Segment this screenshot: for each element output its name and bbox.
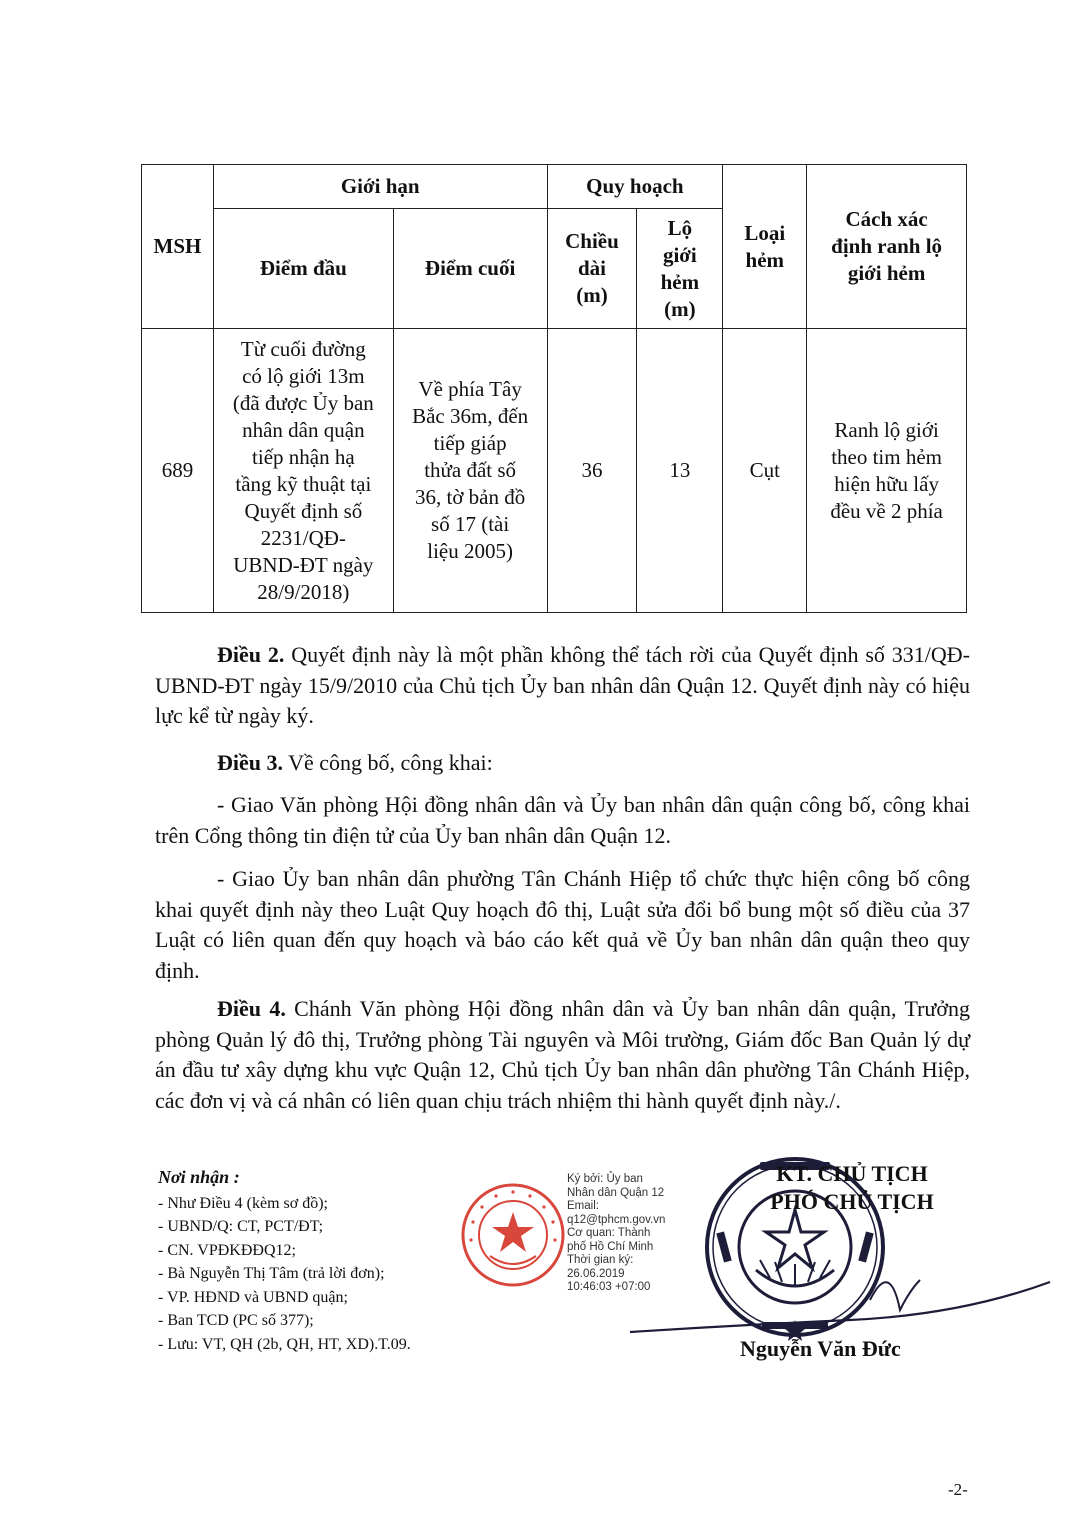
article-4-label: Điều 4.	[217, 996, 286, 1021]
recipient-item: - Như Điều 4 (kèm sơ đồ);	[158, 1194, 328, 1212]
recipient-item: - UBND/Q: CT, PCT/ĐT;	[158, 1218, 324, 1235]
header-loai-hem: Loại hẻm	[723, 165, 807, 329]
recipient-item: - Lưu: VT, QH (2b, QH, HT, XD).T.09.	[158, 1335, 411, 1353]
digisig-line: 26.06.2019	[567, 1267, 625, 1280]
header-diem-dau: Điểm đầu	[213, 209, 393, 329]
digisig-line: Cơ quan: Thành	[567, 1227, 651, 1239]
header-diem-cuoi: Điểm cuối	[393, 209, 547, 329]
cell-diem-dau: Từ cuối đường có lộ giới 13m (đã được Ủy ban nhân dân quận tiếp nhận hạ tầng kỹ thuật tại Quyết định số 2231/QĐ- UBND-ĐT ngày 28/9/2018)	[213, 329, 393, 613]
signer-name: Nguyễn Văn Đức	[740, 1336, 901, 1361]
recipients-title: Nơi nhận :	[158, 1167, 240, 1187]
cell-msh: 689	[142, 329, 214, 613]
article-3	[155, 748, 970, 779]
red-seal-icon	[458, 1180, 568, 1290]
article-3-label: Điều 3.	[217, 750, 283, 775]
recipient-item: - CN. VPĐKĐĐQ12;	[158, 1241, 296, 1259]
digisig-line: Thời gian ký:	[567, 1254, 634, 1266]
article-3-item-2: - Giao Ủy ban nhân dân phường Tân Chánh Hiệp tổ chức thực hiện công bố công khai quyết định này theo Luật Quy hoạch đô thị, Luật sửa đổi bổ bung một số điều của 37 Luật có liên quan đến quy hoạch và báo cáo kết quả về Ủy ban nhân dân quận theo quy định.	[155, 866, 970, 983]
article-2-text: Quyết định này là một phần không thể tách rời của Quyết định số 331/QĐ-UBND-ĐT ngày 15/9/2010 của Chủ tịch Ủy ban nhân dân Quận 12. Quyết định này có hiệu lực kể từ ngày ký.	[155, 642, 971, 728]
cell-loai-hem: Cụt	[723, 329, 807, 613]
cell-cach-xac-dinh: Ranh lộ giới theo tim hẻm hiện hữu lấy đều về 2 phía	[807, 329, 967, 613]
digisig-line: 10:46:03 +07:00	[567, 1281, 651, 1293]
header-msh: MSH	[142, 165, 214, 329]
digisig-line: Ký bởi: Ủy ban	[567, 1173, 643, 1185]
header-chieu-dai: Chiều dài (m)	[547, 209, 637, 329]
planning-table	[141, 164, 967, 613]
recipient-item: - Ban TCD (PC số 377);	[158, 1312, 314, 1329]
article-4	[155, 994, 970, 1116]
recipient-item: - VP. HĐND và UBND quận;	[158, 1288, 348, 1306]
table-row	[142, 329, 967, 613]
article-3-text: Về công bố, công khai:	[283, 750, 493, 775]
article-4-text: Chánh Văn phòng Hội đồng nhân dân và Ủy ban nhân dân quận, Trưởng phòng Quản lý đô thị, Trưởng phòng Tài nguyên và Môi trường, Giám đốc Ban Quản lý dự án đầu tư xây dựng khu vực Quận 12, Chủ tịch Ủy ban nhân dân phường Tân Chánh Hiệp, các đơn vị và cá nhân có liên quan chịu trách nhiệm thi hành quyết định này./.	[155, 996, 970, 1113]
recipients-block	[158, 1166, 478, 1356]
digisig-line: Email:	[567, 1200, 599, 1212]
cell-lo-gioi: 13	[637, 329, 723, 613]
cell-diem-cuoi: Về phía Tây Bắc 36m, đến tiếp giáp thửa đất số 36, tờ bản đồ số 17 (tài liệu 2005)	[393, 329, 547, 613]
digisig-line: phố Hồ Chí Minh	[567, 1240, 654, 1253]
article-2	[155, 640, 970, 732]
header-lo-gioi: Lộ giới hẻm (m)	[637, 209, 723, 329]
header-quy-hoach: Quy hoạch	[547, 165, 723, 209]
cell-chieu-dai: 36	[547, 329, 637, 613]
digisig-line: Nhân dân Quận 12	[567, 1186, 665, 1199]
header-gioi-han: Giới hạn	[213, 165, 547, 209]
page-number: -2-	[948, 1480, 968, 1499]
signature-title-line2: PHÓ CHỦ TỊCH	[770, 1189, 934, 1214]
header-cach-xac-dinh: Cách xác định ranh lộ giới hẻm	[807, 165, 967, 329]
article-3-item-1: - Giao Văn phòng Hội đồng nhân dân và Ủy ban nhân dân quận công bố, công khai trên Cổng thông tin điện tử của Ủy ban nhân dân Quận 12.	[155, 792, 970, 848]
digisig-line: q12@tphcm.gov.vn	[567, 1213, 666, 1226]
signature-title-line1: KT. CHỦ TỊCH	[776, 1161, 928, 1186]
article-2-label: Điều 2.	[217, 642, 285, 667]
recipient-item: - Bà Nguyễn Thị Tâm (trả lời đơn);	[158, 1265, 385, 1282]
signature-title	[752, 1160, 952, 1216]
